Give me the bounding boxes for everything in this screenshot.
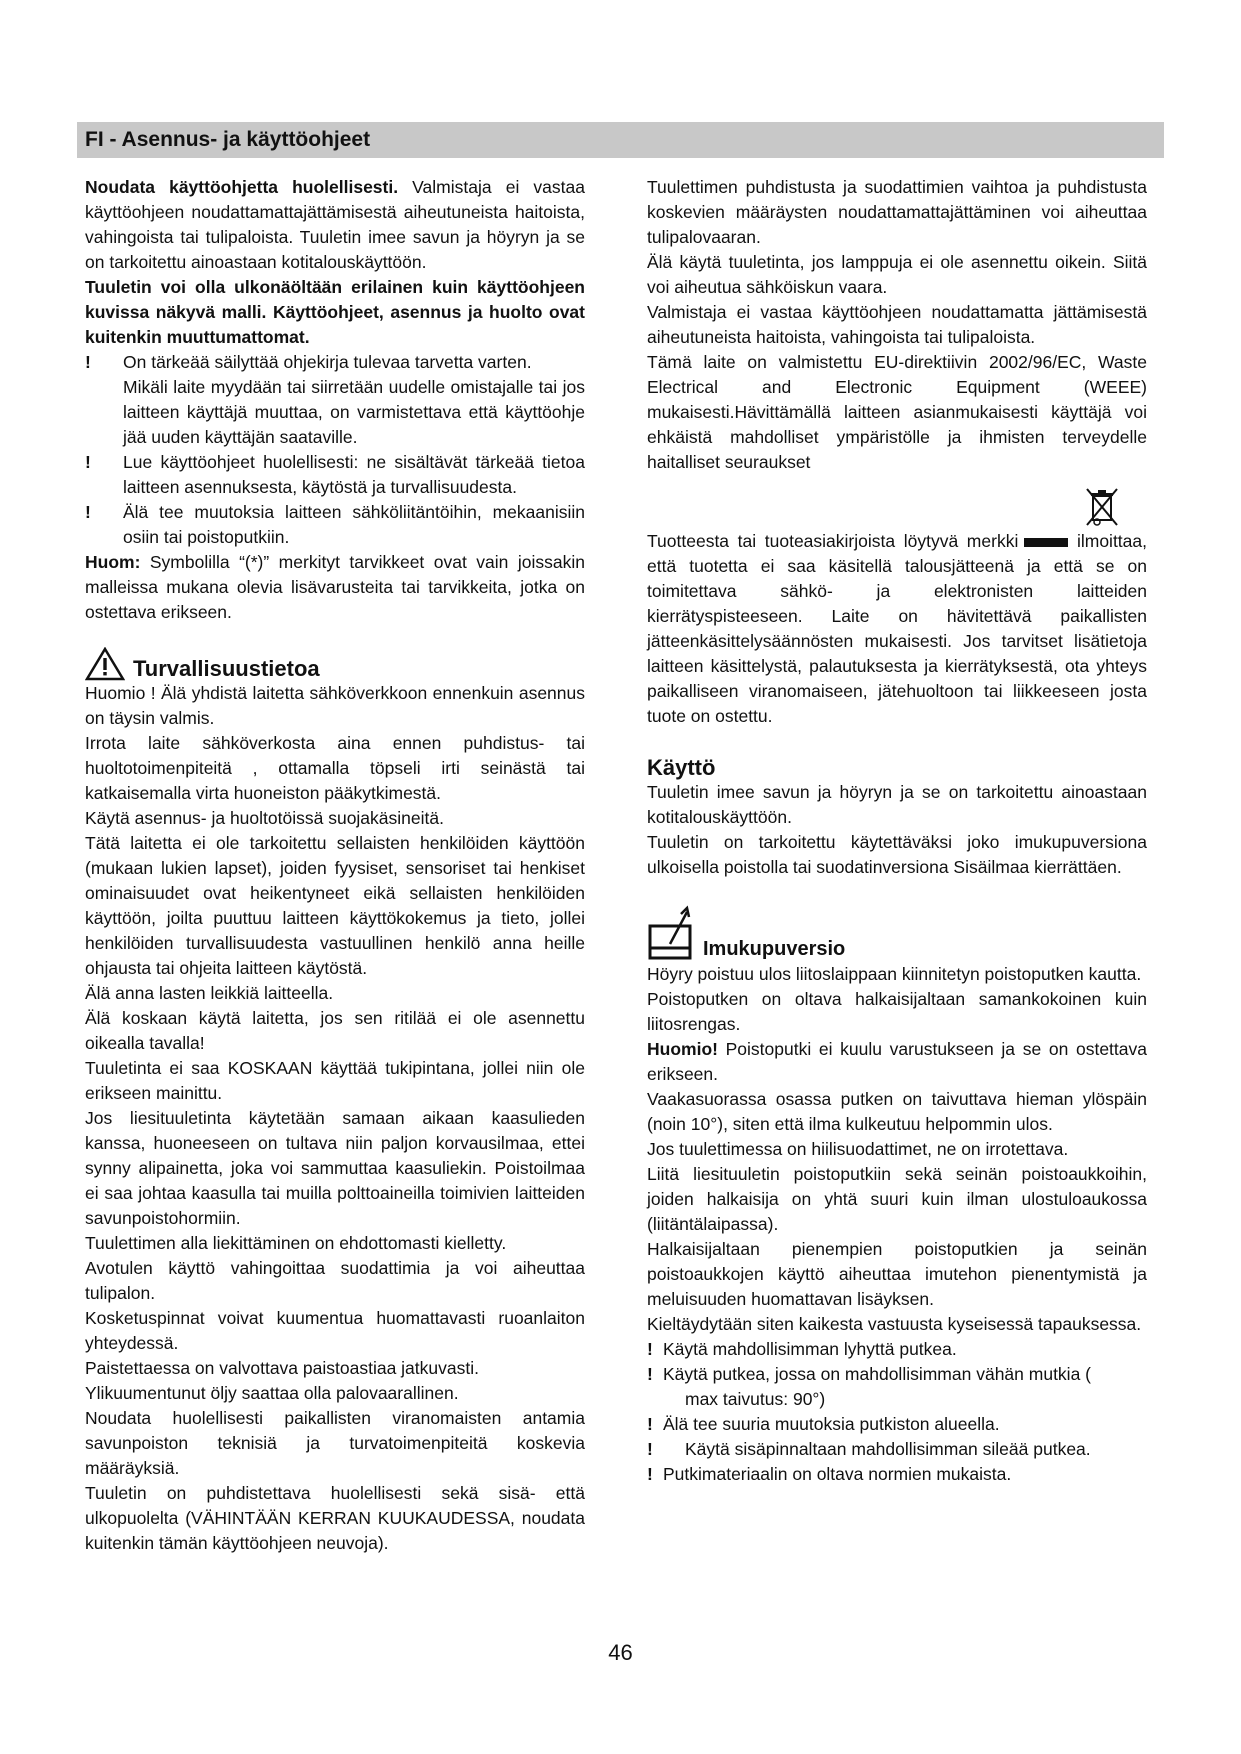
safety-paragraph: Älä koskaan käytä laitetta, jos sen ritilää ei ole asennettu oikealla tavalla! [85,1008,585,1053]
page-number: 46 [608,1640,633,1665]
info-paragraph: Tuulettimen puhdistusta ja suodattimien vaihtoa ja puhdistusta koskevien määräysten noudattamattajättäminen voi aiheuttaa tulipalovaaran. [647,177,1147,247]
section-header-bar [77,122,1164,158]
info-paragraph: Valmistaja ei vastaa käyttöohjeen noudattamatta jättämisestä aiheutuneista haitoista, vahingoista tai tulipaloista. [647,302,1147,347]
black-bar-mark [1024,538,1068,547]
exclamation-icon: ! [85,452,91,472]
safety-paragraph: Jos liesituuletinta käytetään samaan aikaan kaasulieden kanssa, huoneeseen on tultava niin paljon korvausilmaa, ettei synny alipainetta, joka voi sammuttaa kaasuliekin. Poistoilmaa ei saa johtaa kaasulla tai muilla polttoaineilla toimivien laitteiden savunpoistohormiin. [85,1108,585,1228]
pipe-bullet: ! Käytä mahdollisimman lyhyttä putkea. [647,1337,1147,1362]
warning-continuation: Mikäli laite myydään tai siirretään uudelle omistajalle tai jos laitteen käyttäjä muuttaa, on varmistettava että käyttöohje jää uuden käyttäjän saataville. [123,377,585,447]
safety-paragraph: Tuuletin on puhdistettava huolellisesti sekä sisä- että ulkopuolelta (VÄHINTÄÄN KERRAN KUUKAUDESSA, noudata kuitenkin tämän käyttöohjeen neuvoja). [85,1483,585,1553]
use-paragraphs [647,780,1147,880]
pipe-bullet: ! Käytä putkea, jossa on mahdollisimman vähän mutkia ( [647,1362,1147,1387]
intro-paragraph: Noudata käyttöohjetta huolellisesti. Valmistaja ei vastaa käyttöohjeen noudattamattajättämisestä aiheutuneista haitoista, vahingoista tai tulipaloista. Tuuletin imee savun ja höyryn ja se on tarkoitettu ainoastaan kotitalouskäyttöön. [85,177,585,272]
use-title: Käyttö [647,755,716,780]
imu-paragraph: Höyry poistuu ulos liitoslaippaan kiinnitetyn poistoputken kautta. [647,964,1142,984]
model-note: Tuuletin voi olla ulkonäöltään erilainen kuin käyttöohjeen kuvissa näkyvä malli. Käyttöohjeet, asennus ja huolto ovat kuitenkin muuttumattomat. [85,277,585,347]
imu-paragraph: Halkaisijaltaan pienempien poistoputkien ja seinän poistoaukkojen käyttö aiheuttaa imutehon pienentymistä ja meluisuuden huomattavan lisäyksen. [647,1239,1147,1309]
safety-paragraph: Kosketuspinnat voivat kuumentua huomattavasti ruoanlaiton yhteydessä. [85,1308,585,1353]
pipe-bullet: ! Putkimateriaalin on oltava normien mukaista. [647,1462,1147,1487]
safety-paragraphs [85,681,585,1556]
pipe-bullet-continuation: max taivutus: 90°) [685,1389,826,1409]
safety-paragraph: Älä anna lasten leikkiä laitteella. [85,983,334,1003]
imu-paragraph: Kieltäydytään siten kaikesta vastuusta kyseisessä tapauksessa. [647,1314,1142,1334]
weee-icon-row [647,475,1147,529]
imu-paragraph: Poistoputken on oltava halkaisijaltaan samankokoinen kuin liitosrengas. [647,989,1147,1034]
exclamation-icon: ! [85,502,91,522]
use-paragraph: Tuuletin imee savun ja höyryn ja se on tarkoitettu ainoastaan kotitalouskäyttöön. [647,782,1147,827]
imu-rest-paragraphs [647,1087,1147,1337]
safety-paragraph: Huomio ! Älä yhdistä laitetta sähköverkkoon ennenkuin asennus on täysin valmis. [85,683,585,728]
huomio-note: Huomio! Poistoputki ei kuulu varustukseen ja se on ostettava erikseen. [647,1039,1147,1084]
hood-exhaust-icon [647,904,695,962]
exclamation-icon: ! [647,1464,653,1484]
exclamation-icon: ! [647,1364,653,1384]
safety-paragraph: Tätä laitetta ei ole tarkoitettu sellaisten henkilöiden käyttöön (mukaan lukien lapset), joiden fyysiset, sensoriset tai henkiset ominaisuudet ovat heikentyneet eikä sellaisten henkilöiden käyttöön, joilta puuttuu laitteen käyttökokemus ja tieto, jollei henkilöiden turvallisuudesta vastuullinen henkilö anna heille ohjausta tai ohjeita laitteen käytöstä. [85,833,585,978]
safety-paragraph: Avotulen käyttö vahingoittaa suodattimia ja voi aiheuttaa tulipalon. [85,1258,585,1303]
exclamation-icon: ! [647,1339,653,1359]
safety-paragraph: Tuulettimen alla liekittäminen on ehdottomasti kielletty. [85,1233,507,1253]
use-paragraph: Tuuletin on tarkoitettu käytettäväksi joko imukupuversiona ulkoisella poistolla tai suodatinversiona Sisäilmaa kierrättäen. [647,832,1147,877]
warning-item: ! On tärkeää säilyttää ohjekirja tulevaa tarvetta varten. [85,350,585,375]
safety-paragraph: Irrota laite sähköverkosta aina ennen puhdistus- tai huoltotoimenpiteitä , ottamalla töpseli irti seinästä tai katkaisemalla virta huoneiston pääkytkimestä. [85,733,585,803]
imu-paragraph: Jos tuulettimessa on hiilisuodattimet, ne on irrotettava. [647,1139,1069,1159]
safety-heading [85,639,585,681]
safety-paragraph: Tuuletinta ei saa KOSKAAN käyttää tukipintana, jollei niin ole erikseen mainittu. [85,1058,585,1103]
pipe-bullet: ! Älä tee suuria muutoksia putkiston alueella. [647,1412,1147,1437]
imu-heading [647,898,1147,962]
warning-triangle-icon [85,647,125,681]
document-title: FI - Asennus- ja käyttöohjeet [85,128,371,151]
warning-item: ! Älä tee muutoksia laitteen sähköliitäntöihin, mekaanisiin osiin tai poistoputkiin. [85,502,585,547]
right-column [647,175,1147,1487]
imu-paragraph: Liitä liesituuletin poistoputkiin sekä seinän poistoaukkoihin, joiden halkaisija on yhtä suuri kuin ilman ulostuloaukossa (liitäntälaipassa). [647,1164,1147,1234]
safety-paragraph: Noudata huolellisesti paikallisten viranomaisten antamia savunpoiston teknisiä ja turvatoimenpiteitä koskevia määräyksiä. [85,1408,585,1478]
safety-title: Turvallisuustietoa [133,656,320,681]
safety-paragraph: Käytä asennus- ja huoltotöissä suojakäsineitä. [85,808,444,828]
safety-paragraph: Paistettaessa on valvottava paistoastiaa jatkuvasti. [85,1358,479,1378]
huom-note: Huom: Symbolilla “(*)” merkityt tarvikkeet ovat vain joissakin malleissa mukana olevia lisävarusteita tai tarvikkeita, jotka on ostettava erikseen. [85,552,585,622]
exclamation-icon: ! [647,1439,653,1459]
crossed-bin-icon [1085,487,1119,529]
info-paragraph: Älä käytä tuuletinta, jos lamppuja ei ole asennettu oikein. Siitä voi aiheutua sähköiskun vaara. [647,252,1147,297]
imu-title: Imukupuversio [703,938,846,960]
safety-paragraph: Ylikuumentunut öljy saattaa olla palovaarallinen. [85,1383,459,1403]
imu-paragraph: Vaakasuorassa osassa putken on taivuttava hieman ylöspäin (noin 10°), siten että ilma kulkeutuu helpommin ulos. [647,1089,1147,1134]
pipe-bullet: ! Käytä sisäpinnaltaan mahdollisimman sileää putkea. [647,1437,1147,1462]
exclamation-icon: ! [85,352,91,372]
info-paragraph: Tämä laite on valmistettu EU-direktiivin 2002/96/EC, Waste Electrical and Electronic Equipment (WEEE) mukaisesti.Hävittämällä laitteen asianmukaisesti käyttäjä voi ehkäistä mahdolliset ympäristölle ja ihmisten terveydelle haitalliset seuraukset [647,352,1147,472]
exclamation-icon: ! [647,1414,653,1434]
weee-paragraph: Tuotteesta tai tuoteasiakirjoista löytyvä merkki ilmoittaa, että tuotetta ei saa käsitellä talousjätteenä ja että se on toimitettava sähkö- ja elektronisten laitteiden kierrätyspisteeseen. Laite on hävitettävä paikallisten jätteenkäsittelysäännösten mukaisesti. Jos tarvitset lisätietoja laitteen käsittelystä, palautuksesta ja kierrätyksestä, ota yhteys paikalliseen viranomaiseen, jätehuoltoon tai liikkeeseen josta tuote on ostettu. [647,531,1147,726]
warning-item: ! Lue käyttöohjeet huolellisesti: ne sisältävät tärkeää tietoa laitteen asennuksesta, käytöstä ja turvallisuudesta. [85,452,585,497]
left-column [85,175,585,1556]
right-top-paragraphs [647,175,1147,475]
